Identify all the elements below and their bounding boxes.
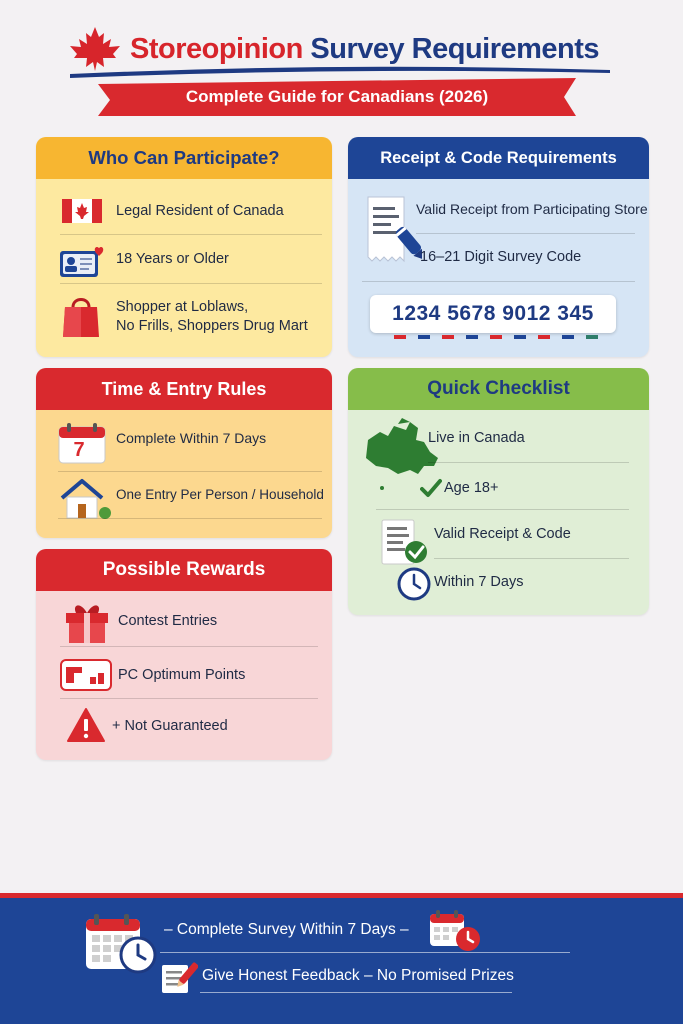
divider: [60, 234, 322, 235]
who-item-2: [116, 245, 332, 273]
item-text: Shopper at Loblaws, No Frills, Shoppers Drug Mart: [116, 299, 308, 334]
item-text: Contest Entries: [118, 612, 218, 629]
calendar-number: 7: [73, 439, 85, 461]
divider: [60, 283, 322, 284]
divider: [362, 281, 635, 282]
canada-flag-icon: [62, 199, 102, 223]
footer-line-1: – Complete Survey Within 7 Days –: [164, 921, 409, 938]
item-text: Within 7 Days: [434, 573, 524, 590]
title-brand: Storeopinion: [130, 32, 303, 65]
clock-icon: [396, 566, 432, 602]
divider: [428, 462, 629, 463]
divider: [434, 558, 629, 559]
footer-rule: [160, 952, 570, 953]
calendar-alarm-icon: [428, 909, 484, 953]
footer-line-2: Give Honest Feedback – No Promised Prizes: [202, 967, 514, 984]
footer-accent: [0, 893, 683, 898]
receipt-code-card: [348, 137, 649, 357]
reward-item-1: [118, 607, 332, 635]
possible-rewards-card: [36, 549, 332, 760]
divider: [60, 646, 318, 647]
who-item-3: [116, 295, 332, 339]
reward-item-2: [118, 661, 332, 689]
item-text: Legal Resident of Canada: [116, 202, 284, 219]
reward-item-3: [112, 712, 332, 740]
divider: [416, 233, 635, 234]
check-item-4: [434, 568, 649, 596]
divider: [60, 698, 318, 699]
warning-icon: [66, 707, 106, 743]
footer-rule: [200, 992, 512, 993]
receipt-item-2: [420, 243, 649, 271]
gift-icon: [64, 601, 110, 645]
divider: [58, 518, 322, 519]
item-text: Complete Within 7 Days: [116, 429, 267, 446]
checkmark-icon: [420, 478, 442, 498]
item-text: One Entry Per Person / Household: [116, 487, 324, 503]
quick-checklist-card: [348, 368, 649, 615]
card-title: Possible Rewards: [36, 549, 332, 591]
calendar-icon: [58, 422, 108, 464]
survey-code-sample: 1234 5678 9012 345: [370, 295, 616, 333]
item-text: Valid Receipt from Participating Store: [416, 200, 648, 217]
check-item-3: [434, 520, 649, 548]
divider: [58, 471, 322, 472]
check-item-1: [428, 424, 649, 452]
house-icon: [58, 478, 114, 520]
item-text: PC Optimum Points: [118, 666, 246, 683]
page-title: [130, 33, 599, 66]
time-item-1: [116, 424, 332, 452]
footer: [0, 893, 683, 1024]
who-can-participate-card: [36, 137, 332, 357]
item-text: 16–21 Digit Survey Code: [420, 248, 582, 265]
code-stripes: [394, 335, 598, 339]
card-title: Receipt & Code Requirements: [348, 137, 649, 179]
points-card-icon: [60, 659, 112, 691]
divider: [376, 509, 629, 510]
feedback-pen-icon: [160, 961, 198, 995]
item-text: Age 18+: [444, 479, 499, 496]
time-entry-card: [36, 368, 332, 538]
item-text: Live in Canada: [428, 429, 525, 446]
item-text: + Not Guaranteed: [112, 717, 228, 734]
time-item-2: [116, 481, 332, 509]
card-title: Quick Checklist: [348, 368, 649, 410]
card-title: Time & Entry Rules: [36, 368, 332, 410]
receipt-item-1: [416, 195, 649, 223]
who-item-1: [116, 197, 332, 225]
id-card-icon: [60, 245, 104, 279]
calendar-clock-icon: [84, 913, 158, 975]
card-title: Who Can Participate?: [36, 137, 332, 179]
header: [0, 0, 683, 125]
subtitle: Complete Guide for Canadians (2026): [185, 87, 489, 106]
title-rest: Survey Requirements: [302, 32, 600, 65]
item-text: 18 Years or Older: [116, 250, 229, 267]
check-item-2: [444, 474, 649, 502]
receipt-icon: [364, 195, 422, 267]
shopping-bag-icon: [62, 293, 100, 339]
item-text: Valid Receipt & Code: [434, 525, 571, 542]
document-check-icon: [380, 518, 430, 570]
